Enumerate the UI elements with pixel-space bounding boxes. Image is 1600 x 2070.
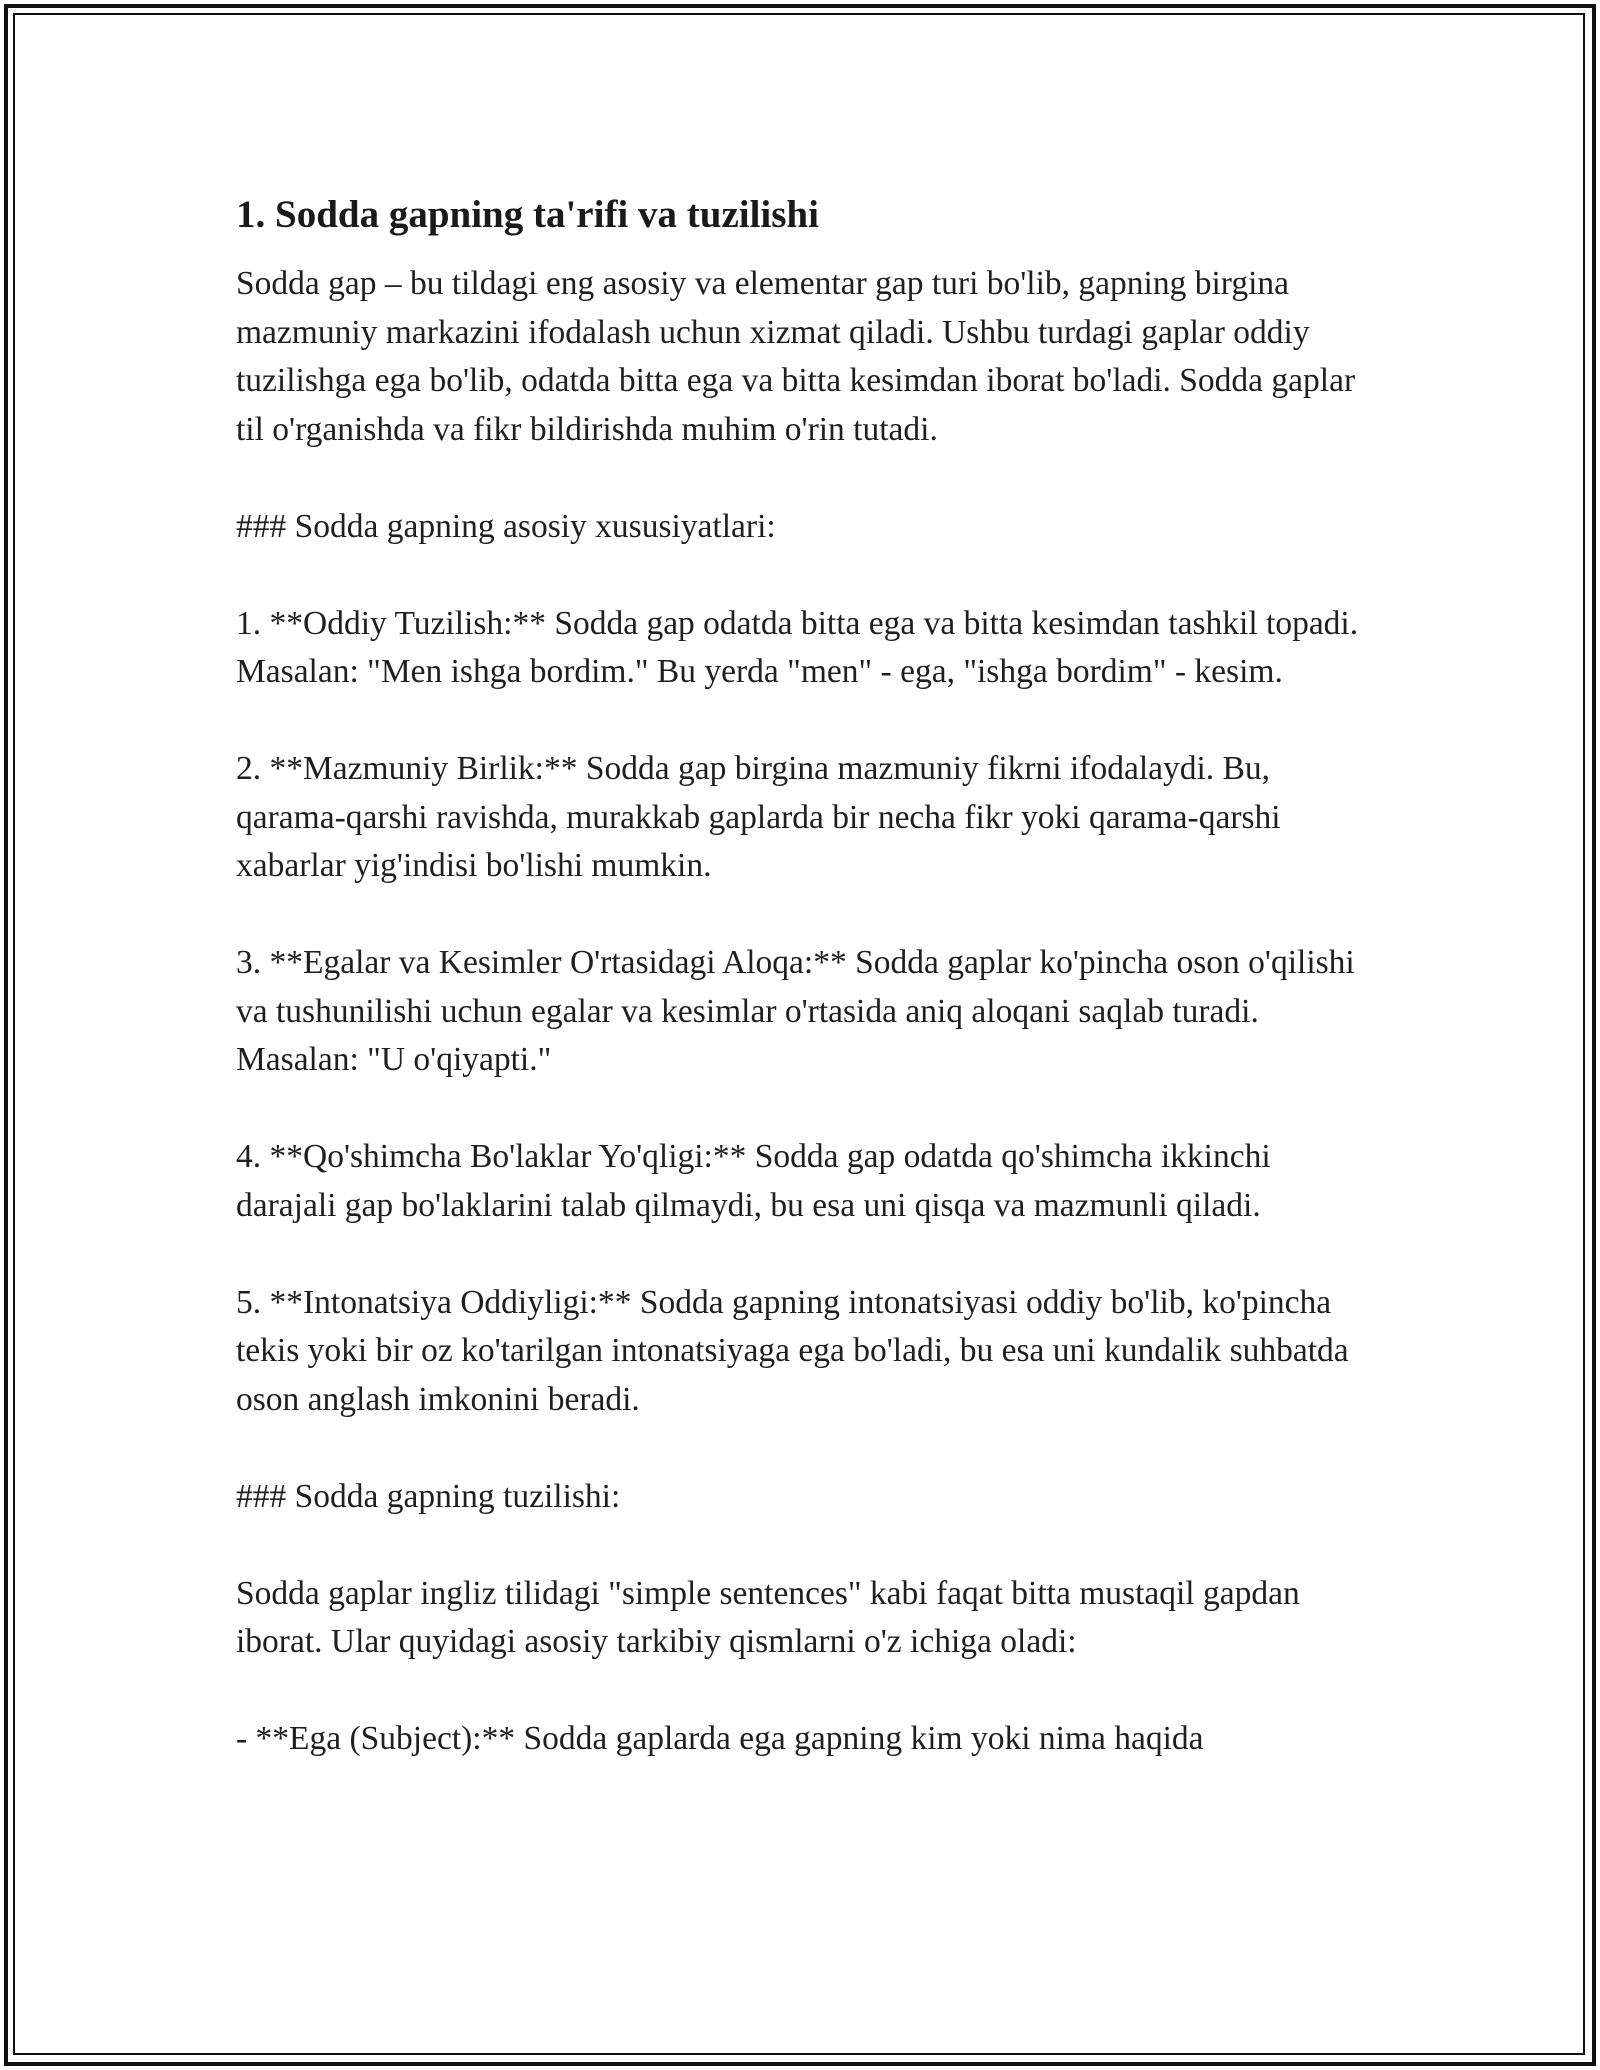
paragraph-spacer [236, 1230, 1376, 1279]
list-item: 3. **Egalar va Kesimler O'rtasidagi Aloqa:** Sodda gaplar ko'pincha oson o'qilishi va tushunilishi uchun egalar va kesimlar o'rtasida aniq aloqani saqlab turadi. Masalan: "U o'qiyapti." [236, 944, 1355, 1078]
paragraph-spacer [236, 1424, 1376, 1473]
paragraph-spacer [236, 891, 1376, 940]
structure-paragraph: Sodda gaplar ingliz tilidagi "simple sentences" kabi faqat bitta mustaqil gapdan iborat. Ular quyidagi asosiy tarkibiy qismlarni o'z ichiga oladi: [236, 1574, 1300, 1660]
list-item: 1. **Oddiy Tuzilish:** Sodda gap odatda bitta ega va bitta kesimdan tashkil topadi. Masalan: "Men ishga bordim." Bu yerda "men" - ega, "ishga bordim" - kesim. [236, 604, 1359, 690]
section-heading-structure: ### Sodda gapning tuzilishi: [236, 1477, 621, 1515]
paragraph-spacer [236, 551, 1376, 600]
paragraph-spacer [236, 1667, 1376, 1716]
list-item: 4. **Qo'shimcha Bo'laklar Yo'qligi:** Sodda gap odatda qo'shimcha ikkinchi darajali gap bo'laklarini talab qilmaydi, bu esa uni qisqa va mazmunli qiladi. [236, 1138, 1271, 1224]
paragraph-spacer [236, 454, 1376, 503]
list-item: 5. **Intonatsiya Oddiyligi:** Sodda gapning intonatsiyasi oddiy bo'lib, ko'pincha tekis yoki bir oz ko'tarilgan intonatsiyaga ega bo'ladi, bu esa uni kundalik suhbatda oson anglash imkonini beradi. [236, 1283, 1349, 1418]
page-title: 1. Sodda gapning ta'rifi va tuzilishi [236, 193, 819, 236]
paragraph-spacer [236, 697, 1376, 746]
bullet-item-subject: - **Ega (Subject):** Sodda gaplarda ega gapning kim yoki nima haqida [236, 1720, 1204, 1757]
intro-paragraph: Sodda gap – bu tildagi eng asosiy va elementar gap turi bo'lib, gapning birgina mazmuniy markazini ifodalash uchun xizmat qiladi. Ushbu turdagi gaplar oddiy tuzilishga ega bo'lib, odatda bitta ega va bitta kesimdan iborat bo'ladi. Sodda gaplar til o'rganishda va fikr bildirishda muhim o'rin tutadi. [236, 265, 1356, 448]
paragraph-spacer [236, 1085, 1376, 1134]
list-item: 2. **Mazmuniy Birlik:** Sodda gap birgina mazmuniy fikrni ifodalaydi. Bu, qarama-qarshi ravishda, murakkab gaplarda bir necha fikr yoki qarama-qarshi xabarlar yig'indisi bo'lishi mumkin. [236, 750, 1281, 884]
paragraph-spacer [236, 1521, 1376, 1570]
document-body [236, 188, 1376, 1764]
section-heading-features: ### Sodda gapning asosiy xususiyatlari: [236, 507, 776, 545]
